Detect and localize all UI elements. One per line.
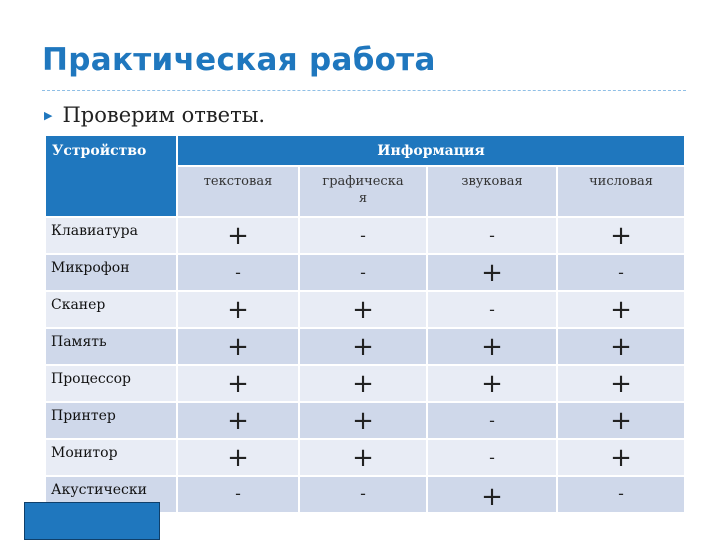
bullet-text: Проверим ответы. (62, 103, 266, 127)
bullet-item (44, 103, 265, 127)
plus-mark (557, 291, 685, 328)
plus-mark (557, 365, 685, 402)
mark-symbol: - (235, 484, 241, 503)
mark-symbol: + (481, 257, 503, 288)
minus-mark (427, 402, 557, 439)
table-row (45, 217, 685, 254)
plus-mark (299, 439, 427, 476)
plus-mark (557, 439, 685, 476)
info-type-header: числовая (557, 166, 685, 217)
device-name: Память (45, 328, 177, 365)
plus-mark (177, 217, 299, 254)
mark-symbol: + (481, 331, 503, 362)
mark-symbol: - (489, 226, 495, 245)
minus-mark (427, 291, 557, 328)
mark-symbol: + (227, 331, 249, 362)
mark-symbol: + (352, 442, 374, 473)
plus-mark (177, 328, 299, 365)
minus-mark (299, 254, 427, 291)
mark-symbol: + (227, 368, 249, 399)
device-name: Акустически (45, 476, 177, 529)
device-name: Монитор (45, 439, 177, 476)
mark-symbol: - (618, 484, 624, 503)
minus-mark (557, 254, 685, 291)
mark-symbol: + (481, 368, 503, 399)
mark-symbol: + (610, 294, 632, 325)
mark-symbol: + (610, 368, 632, 399)
title-divider (42, 90, 686, 91)
info-column-header: Информация (177, 135, 685, 166)
device-column-header: Устройство (45, 135, 177, 217)
mark-symbol: + (227, 442, 249, 473)
mark-symbol: + (352, 294, 374, 325)
mark-symbol: - (618, 263, 624, 282)
mark-symbol: + (352, 405, 374, 436)
plus-mark (557, 402, 685, 439)
minus-mark (427, 439, 557, 476)
mark-symbol: - (360, 484, 366, 503)
mark-symbol: + (227, 220, 249, 251)
plus-mark (299, 365, 427, 402)
plus-mark (299, 291, 427, 328)
mark-symbol: - (489, 448, 495, 467)
plus-mark (177, 291, 299, 328)
device-name: Клавиатура (45, 217, 177, 254)
mark-symbol: + (352, 331, 374, 362)
device-name: Микрофон (45, 254, 177, 291)
table-row (45, 291, 685, 328)
mark-symbol: + (610, 442, 632, 473)
slide-title: Практическая работа (42, 42, 436, 78)
plus-mark (177, 439, 299, 476)
table-body (45, 217, 685, 529)
info-type-header: графическа я (299, 166, 427, 217)
mark-symbol: + (610, 405, 632, 436)
plus-mark (557, 217, 685, 254)
mark-symbol: - (489, 300, 495, 319)
mark-symbol: + (610, 220, 632, 251)
minus-mark (177, 254, 299, 291)
mark-symbol: - (489, 411, 495, 430)
device-name: Принтер (45, 402, 177, 439)
mark-symbol: + (481, 482, 503, 512)
plus-mark (299, 402, 427, 439)
plus-mark (427, 328, 557, 365)
table-row (45, 328, 685, 365)
bullet-arrow-icon: ▶ (44, 108, 53, 122)
table-row (45, 365, 685, 402)
mark-symbol: + (227, 405, 249, 436)
plus-mark (427, 365, 557, 402)
footer-blue-box (24, 502, 160, 540)
plus-mark (299, 328, 427, 365)
minus-mark (299, 217, 427, 254)
device-name: Сканер (45, 291, 177, 328)
table-row (45, 439, 685, 476)
mark-symbol: - (235, 263, 241, 282)
info-type-header: звуковая (427, 166, 557, 217)
mark-symbol: + (227, 294, 249, 325)
table-row (45, 402, 685, 439)
mark-symbol: + (610, 331, 632, 362)
plus-mark (427, 254, 557, 291)
plus-mark (177, 365, 299, 402)
table-row (45, 254, 685, 291)
device-name: Процессор (45, 365, 177, 402)
plus-mark (557, 328, 685, 365)
info-type-header: текстовая (177, 166, 299, 217)
mark-symbol: - (360, 226, 366, 245)
mark-symbol: - (360, 263, 366, 282)
mark-symbol: + (352, 368, 374, 399)
minus-mark (427, 217, 557, 254)
answers-table (44, 134, 686, 530)
plus-mark (177, 402, 299, 439)
